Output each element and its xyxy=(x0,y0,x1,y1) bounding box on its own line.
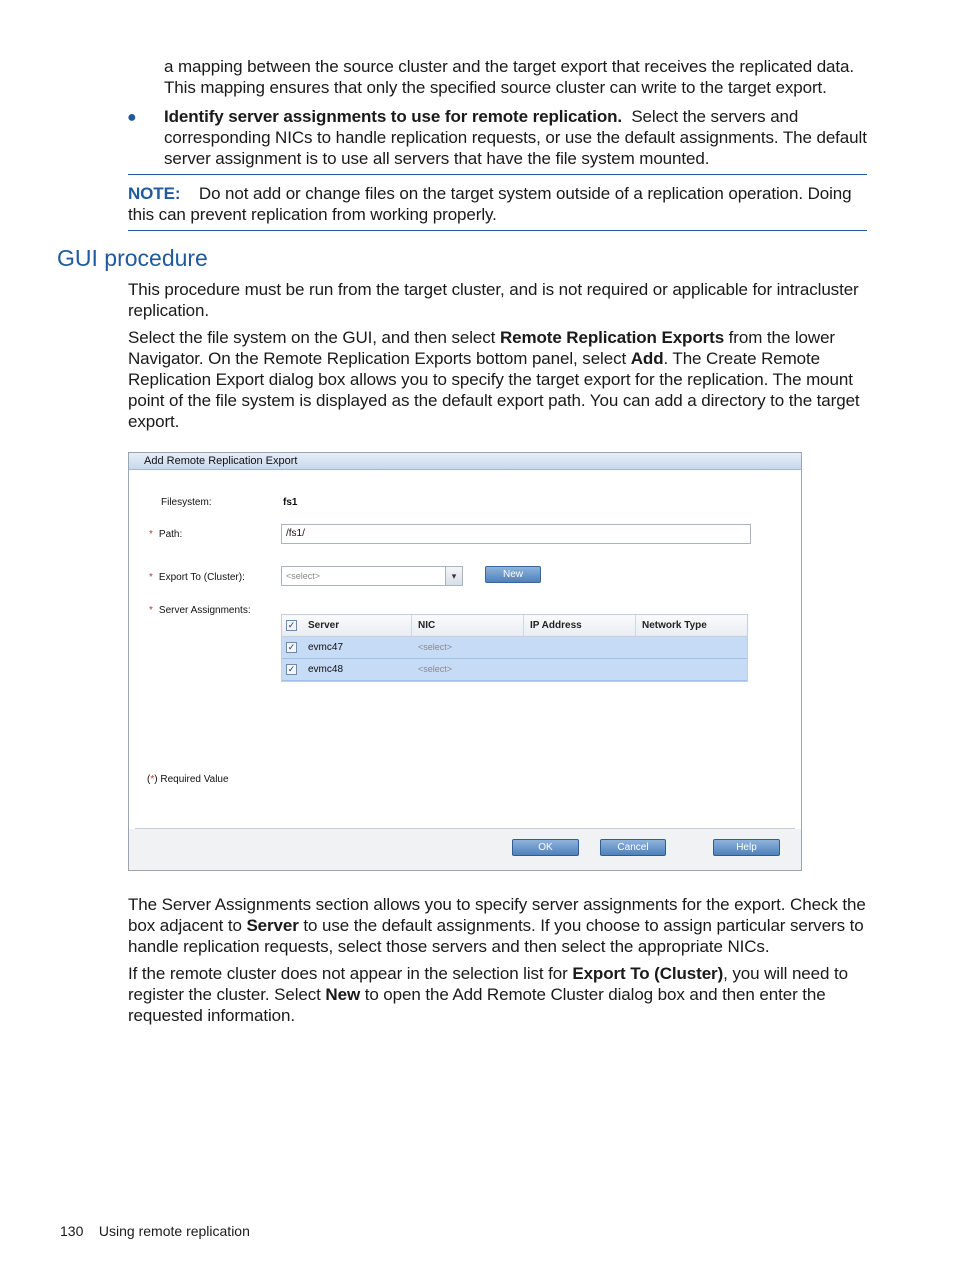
export-label-row: * Export To (Cluster): xyxy=(149,572,245,583)
section-para-2: Select the file system on the GUI, and then select Remote Replication Exports from the lower Navigator. On the Remote Replication Exports bottom panel, select Add. The Create Remote Replication Export dialog box allows you to specify the target export for the replication. The mount point of the file system is displayed as the default export path. You can add a directory to the target export. xyxy=(128,328,860,431)
row-nic-select[interactable]: <select> xyxy=(418,664,453,674)
column-server[interactable]: Server xyxy=(302,615,412,636)
filesystem-value: fs1 xyxy=(283,497,298,508)
column-nic[interactable]: NIC xyxy=(412,615,524,636)
export-cluster-select[interactable]: <select> ▾ xyxy=(281,566,463,586)
required-star: * xyxy=(149,572,153,583)
server-assignments-label-row: * Server Assignments: xyxy=(149,605,251,616)
bullet-bold: Identify server assignments to use for remote replication. xyxy=(164,107,623,126)
note-top-rule xyxy=(128,174,867,175)
section-heading: GUI procedure xyxy=(57,245,208,271)
row-server: evmc47 xyxy=(308,642,344,653)
table-row[interactable] xyxy=(282,637,747,659)
row-nic-select[interactable]: <select> xyxy=(418,642,453,652)
intro-continuation: a mapping between the source cluster and the target export that receives the replicated data. This mapping ensures that only the specified source cluster can write to the target export. xyxy=(164,57,855,97)
required-star: * xyxy=(149,529,153,540)
after-para-1: The Server Assignments section allows you to specify server assignments for the export. Check the box adjacent to Server to use the default assignments. If you choose to assign particular servers to handle replication requests, select those servers and then select the appropriate NICs. xyxy=(128,895,866,956)
column-network-type[interactable]: Network Type xyxy=(642,620,707,631)
cancel-button[interactable]: Cancel xyxy=(600,839,666,856)
dialog-title: Add Remote Replication Export xyxy=(129,453,801,470)
note xyxy=(128,183,870,225)
filesystem-label: Filesystem: xyxy=(161,497,212,508)
help-button[interactable]: Help xyxy=(713,839,780,856)
add-remote-replication-export-dialog xyxy=(128,452,802,871)
row-checkbox[interactable]: ✓ xyxy=(287,642,296,652)
chapter-title: Using remote replication xyxy=(98,1223,250,1239)
select-all-checkbox[interactable]: ✓ xyxy=(287,620,296,630)
bullet-text: Select the servers and corresponding NICs to handle replication requests, or use the default assignments. The default server assignment is to use all servers that have the file system mounted. xyxy=(164,107,867,168)
footer-divider xyxy=(135,828,795,829)
note-label: NOTE: xyxy=(128,184,181,203)
section-para-1: This procedure must be run from the target cluster, and is not required or applicable for intracluster replication. xyxy=(128,280,859,320)
page-number: 130 xyxy=(60,1223,84,1239)
after-para-2: If the remote cluster does not appear in the selection list for Export To (Cluster), you will need to register the cluster. Select New to open the Add Remote Cluster dialog box and then enter the requested information. xyxy=(128,964,848,1025)
bullet-icon: ● xyxy=(127,109,137,126)
new-button[interactable]: New xyxy=(485,566,541,583)
bullet-item xyxy=(164,106,870,169)
required-star: * xyxy=(149,605,153,616)
column-ip-address[interactable]: IP Address xyxy=(524,615,636,636)
dialog-footer xyxy=(129,829,801,870)
required-value-note: (*) Required Value xyxy=(147,774,229,785)
row-checkbox[interactable]: ✓ xyxy=(287,664,296,674)
note-bottom-rule xyxy=(128,230,867,231)
server-assignments-table xyxy=(281,614,748,682)
table-row[interactable] xyxy=(282,659,747,681)
path-label-row: * Path: xyxy=(149,529,183,540)
chevron-down-icon[interactable]: ▾ xyxy=(445,567,462,585)
table-header xyxy=(282,615,747,637)
path-input[interactable]: /fs1/ xyxy=(281,524,751,544)
ok-button[interactable]: OK xyxy=(512,839,579,856)
note-text: Do not add or change files on the target system outside of a replication operation. Doing this can prevent replication from working properly. xyxy=(128,184,852,224)
row-server: evmc48 xyxy=(308,664,344,675)
page-footer xyxy=(60,1223,250,1239)
